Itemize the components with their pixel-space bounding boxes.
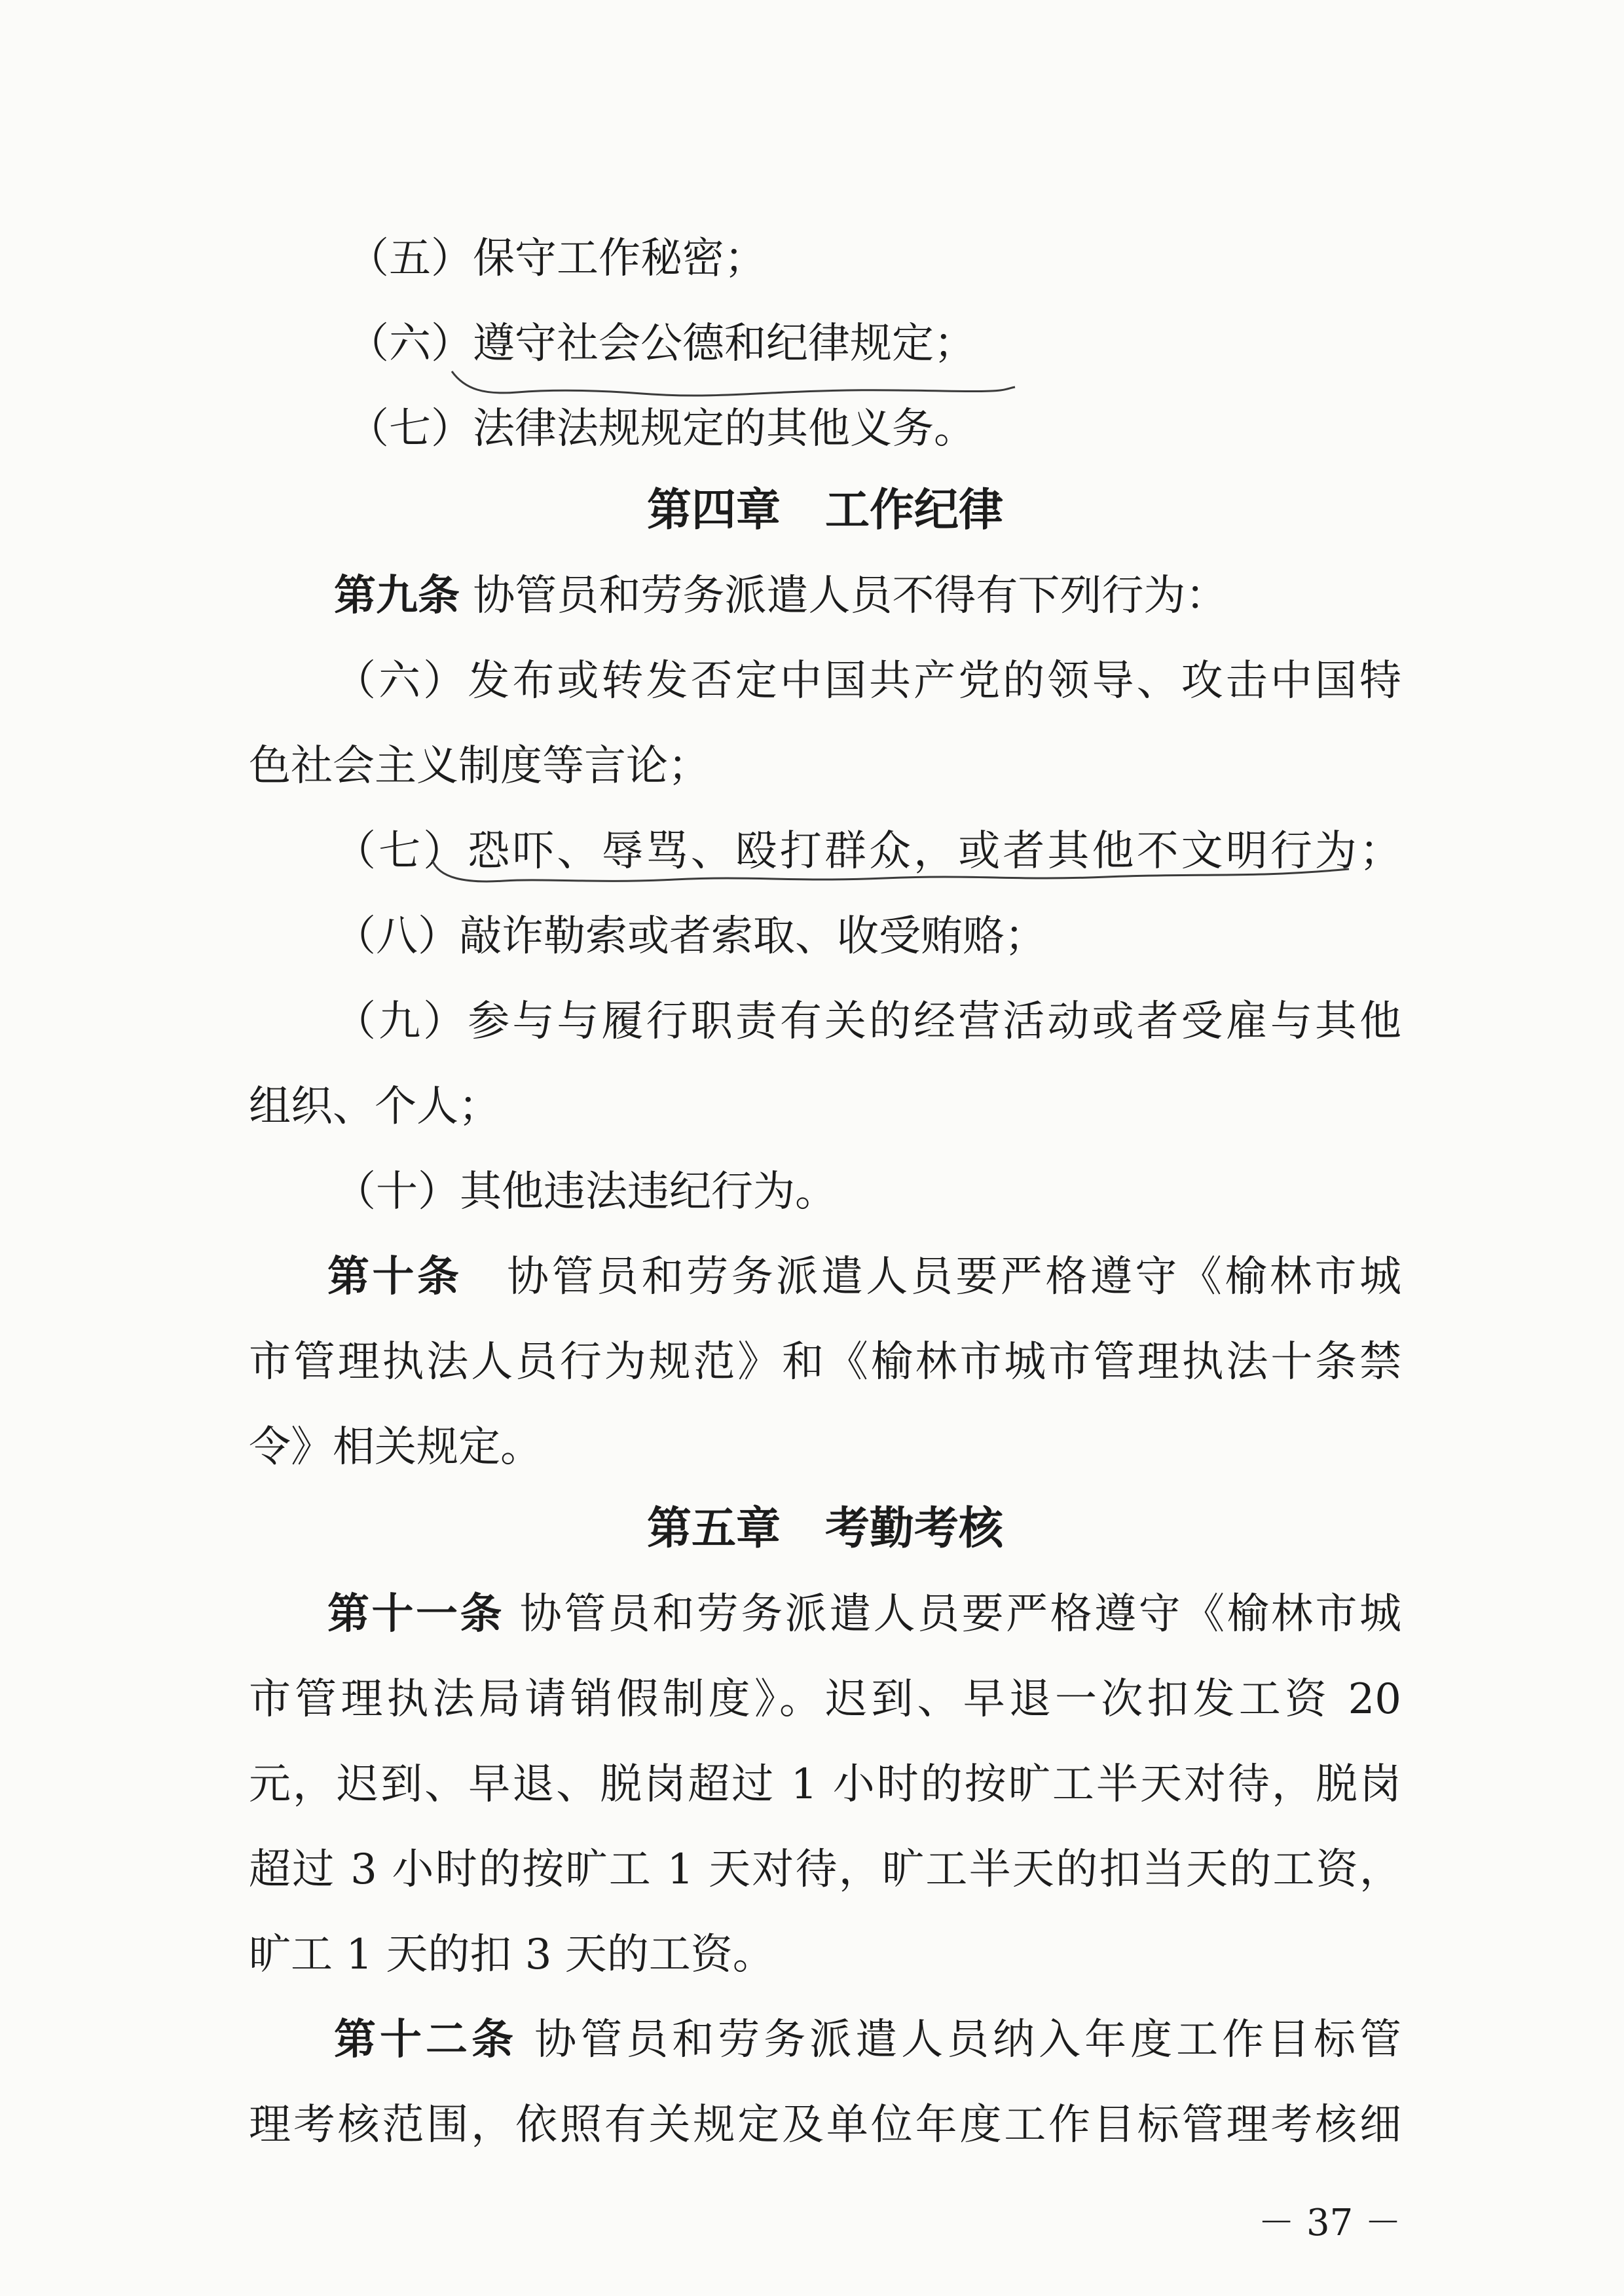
article-9-item-6-line-1: （六）发布或转发否定中国共产党的领导、攻击中国特 (334, 657, 1401, 705)
article-9-item-8-line: （八）敲诈勒索或者索取、收受贿赂； (334, 912, 1046, 961)
article-9-label: 第九条 (334, 572, 460, 620)
article-9-item-9-line-2: 组织、个人； (249, 1083, 500, 1131)
article-9-item-6-line-2: 色社会主义制度等言论； (249, 742, 710, 790)
article-11-line-4: 超过 3 小时的按旷工 1 天对待，旷工半天的扣当天的工资， (249, 1845, 1401, 1894)
article-10-line-1 (327, 1248, 1401, 1306)
article-11-line-3: 元，迟到、早退、脱岗超过 1 小时的按旷工半天对待，脱岗 (249, 1760, 1401, 1809)
article-11-text-1: 协管员和劳务派遣人员要严格遵守《榆林市城 (519, 1590, 1402, 1639)
article-11-line-1 (327, 1585, 1401, 1644)
article-12-line-1 (334, 2010, 1401, 2069)
article-11-line-5: 旷工 1 天的扣 3 天的工资。 (249, 1931, 775, 1979)
item-5-line: （五）保守工作秘密； (347, 234, 766, 283)
article-11-line-2: 市管理执法局请销假制度》。迟到、早退一次扣发工资 20 (249, 1675, 1401, 1724)
item-6-line: （六）遵守社会公德和纪律规定； (347, 320, 976, 368)
article-10-line-2: 市管理执法人员行为规范》和《榆林市城市管理执法十条禁 (249, 1338, 1401, 1386)
article-12-line-2: 理考核范围，依照有关规定及单位年度工作目标管理考核细 (249, 2101, 1401, 2149)
article-10-line-3: 令》相关规定。 (249, 1423, 542, 1472)
article-11-label: 第十一条 (327, 1590, 504, 1639)
article-10-text-1: 协管员和劳务派遣人员要严格遵守《榆林市城 (507, 1253, 1402, 1301)
page-number: － 37 － (1258, 2202, 1401, 2244)
article-10-label: 第十条 (327, 1253, 462, 1301)
chapter-5-heading: 第五章 考勤考核 (646, 1503, 1003, 1555)
article-9-line (334, 566, 1401, 625)
article-9-text: 协管员和劳务派遣人员不得有下列行为： (473, 572, 1228, 620)
item-7-line: （七）法律法规规定的其他义务。 (347, 405, 976, 453)
article-12-label: 第十二条 (334, 2016, 517, 2064)
article-9-item-7-line: （七）恐吓、辱骂、殴打群众，或者其他不文明行为； (334, 827, 1401, 876)
chapter-4-heading: 第四章 工作纪律 (646, 485, 1003, 536)
article-9-item-10-line: （十）其他违法违纪行为。 (334, 1168, 837, 1216)
article-9-item-9-line-1: （九）参与与履行职责有关的经营活动或者受雇与其他 (334, 997, 1401, 1046)
article-12-text-1: 协管员和劳务派遣人员纳入年度工作目标管 (534, 2016, 1402, 2064)
